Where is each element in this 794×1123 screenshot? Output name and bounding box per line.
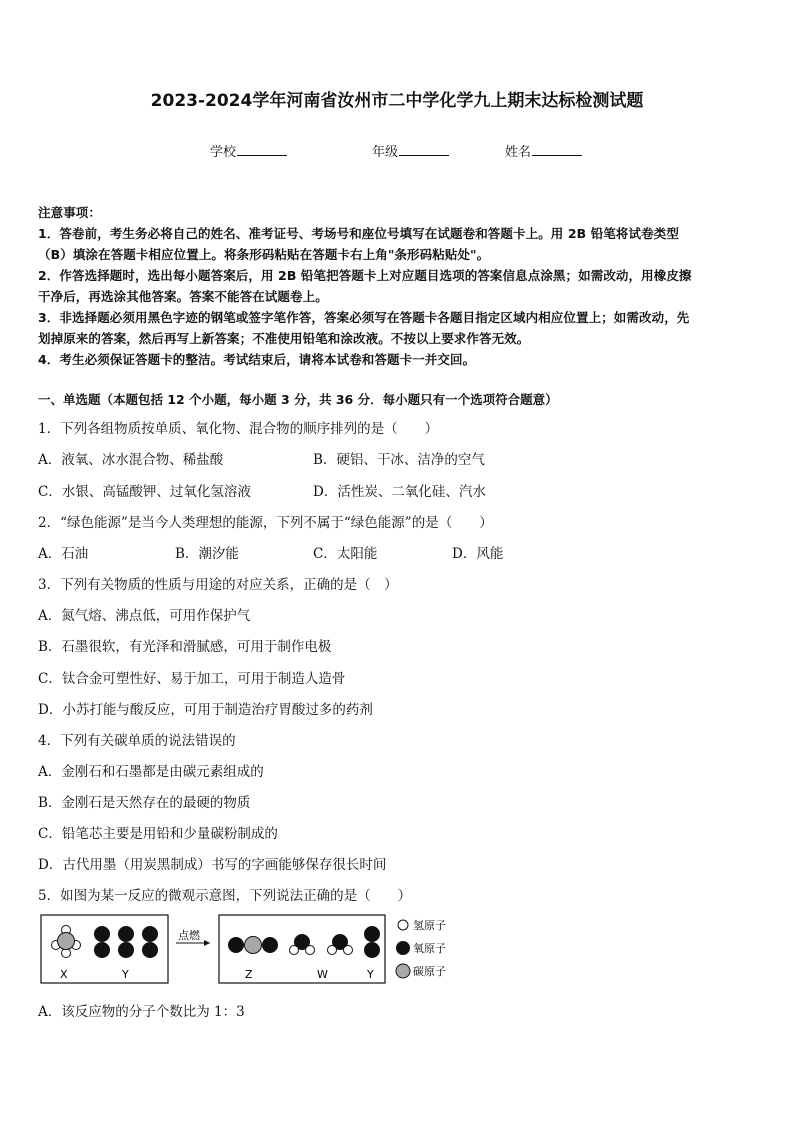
option-b[interactable]: B．石墨很软，有光泽和滑腻感，可用于制作电极 bbox=[38, 639, 332, 655]
notice-line: 3．非选择题必须用黑色字迹的钢笔或签字笔作答，答案必须写在答题卡各题目指定区域内相应位置上；如需改动，先 bbox=[38, 310, 690, 325]
question-stem: 1．下列各组物质按单质、氧化物、混合物的顺序排列的是（ ） bbox=[38, 421, 439, 437]
section-heading: 一、单选题（本题包括 12 个小题，每小题 3 分，共 36 分．每小题只有一个选项符合题意） bbox=[38, 392, 558, 407]
notice-line: 干净后，再选涂其他答案。答案不能答在试题卷上。 bbox=[38, 289, 328, 304]
molecules-y bbox=[94, 926, 158, 958]
reaction-diagram bbox=[38, 910, 458, 990]
label-z: Z bbox=[245, 968, 253, 981]
option-b[interactable]: B．硬铝、干冰、洁净的空气 bbox=[313, 452, 485, 468]
option-d[interactable]: D．活性炭、二氧化硅、汽水 bbox=[313, 484, 486, 500]
reaction-condition: 点燃 bbox=[178, 929, 200, 942]
exam-title: 2023-2024学年河南省汝州市二中学化学九上期末达标检测试题 bbox=[150, 91, 644, 111]
molecule-z bbox=[228, 937, 278, 954]
notice-line: 2．作答选择题时，选出每小题答案后，用 2B 铅笔把答题卡上对应题目选项的答案信息点涂黑；如需改动，用橡皮擦 bbox=[38, 268, 692, 283]
legend-hydrogen-swatch bbox=[398, 920, 408, 930]
label-y-product: Y bbox=[367, 968, 374, 981]
school-field bbox=[210, 141, 287, 160]
option-b[interactable]: B．金刚石是天然存在的最硬的物质 bbox=[38, 795, 251, 811]
option-d[interactable]: D．风能 bbox=[452, 546, 504, 562]
option-a[interactable]: A．氮气熔、沸点低，可用作保护气 bbox=[38, 608, 251, 624]
option-c[interactable]: C．铅笔芯主要是用铅和少量碳粉制成的 bbox=[38, 826, 278, 842]
legend-hydrogen: 氢原子 bbox=[413, 919, 446, 932]
option-c[interactable]: C．水银、高锰酸钾、过氧化氢溶液 bbox=[38, 484, 251, 500]
label-w: W bbox=[317, 968, 328, 981]
notice-line: 4．考生必须保证答题卡的整洁。考试结束后，请将本试卷和答题卡一并交回。 bbox=[38, 352, 476, 367]
option-a[interactable]: A．金刚石和石墨都是由碳元素组成的 bbox=[38, 764, 264, 780]
option-c[interactable]: C．太阳能 bbox=[313, 546, 378, 562]
option-a[interactable]: A．该反应物的分子个数比为 1：3 bbox=[38, 1004, 245, 1020]
question-stem: 5．如图为某一反应的微观示意图，下列说法正确的是（ ） bbox=[38, 888, 412, 904]
label-x: X bbox=[60, 968, 68, 981]
option-a[interactable]: A．石油 bbox=[38, 546, 89, 562]
notice-line: 1．答卷前，考生务必将自己的姓名、准考证号、考场号和座位号填写在试题卷和答题卡上。用 2B 铅笔将试卷类型 bbox=[38, 226, 679, 241]
question-stem: 2．“绿色能源”是当今人类理想的能源，下列不属于“绿色能源”的是（ ） bbox=[38, 515, 493, 531]
grade-blank[interactable] bbox=[399, 143, 449, 156]
option-d[interactable]: D．古代用墨（用炭黑制成）书写的字画能够保存很长时间 bbox=[38, 857, 387, 873]
arrow-head bbox=[204, 940, 210, 946]
label-y: Y bbox=[122, 968, 129, 981]
legend bbox=[396, 918, 446, 978]
molecule-w bbox=[290, 934, 353, 955]
school-blank[interactable] bbox=[237, 143, 287, 156]
legend-carbon-swatch bbox=[396, 964, 410, 978]
notice-line: （B）填涂在答题卡相应位置上。将条形码粘贴在答题卡右上角"条形码粘贴处"。 bbox=[38, 247, 490, 262]
notice-heading: 注意事项： bbox=[38, 205, 102, 220]
question-stem: 4．下列有关碳单质的说法错误的 bbox=[38, 733, 236, 749]
option-a[interactable]: A．液氧、冰水混合物、稀盐酸 bbox=[38, 452, 224, 468]
legend-carbon: 碳原子 bbox=[413, 965, 446, 978]
name-blank[interactable] bbox=[532, 143, 582, 156]
name-label: 姓名 bbox=[505, 145, 532, 160]
legend-oxygen-swatch bbox=[396, 941, 410, 955]
option-c[interactable]: C．钛合金可塑性好、易于加工，可用于制造人造骨 bbox=[38, 671, 346, 687]
molecule-y-remaining bbox=[364, 926, 380, 958]
option-d[interactable]: D．小苏打能与酸反应，可用于制造治疗胃酸过多的药剂 bbox=[38, 702, 373, 718]
question-stem: 3．下列有关物质的性质与用途的对应关系，正确的是（ ） bbox=[38, 577, 398, 593]
molecule-x bbox=[52, 926, 81, 958]
name-field bbox=[505, 141, 582, 160]
grade-field bbox=[372, 141, 449, 160]
grade-label: 年级 bbox=[372, 145, 399, 160]
school-label: 学校 bbox=[210, 145, 237, 160]
notice-line: 划掉原来的答案，然后再写上新答案；不准使用铅笔和涂改液。不按以上要求作答无效。 bbox=[38, 331, 530, 346]
option-b[interactable]: B．潮汐能 bbox=[175, 546, 239, 562]
legend-oxygen: 氧原子 bbox=[413, 942, 446, 955]
